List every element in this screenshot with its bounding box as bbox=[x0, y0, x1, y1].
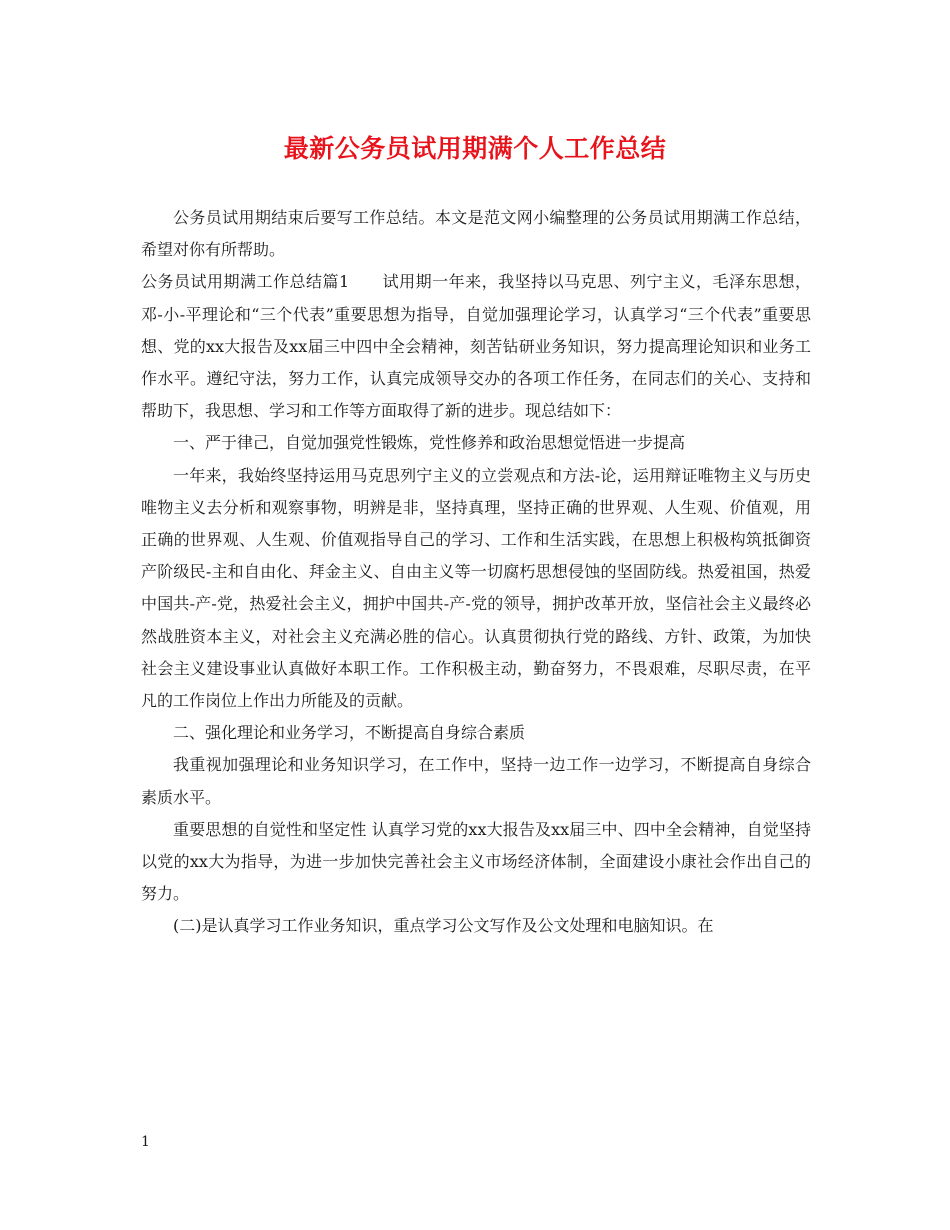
page-number: 1 bbox=[141, 1134, 150, 1150]
document-title: 最新公务员试用期满个人工作总结 bbox=[283, 134, 667, 163]
paragraph-intro: 公务员试用期结束后要写工作总结。本文是范文网小编整理的公务员试用期满工作总结，希望对你有所帮助。 bbox=[141, 208, 811, 260]
paragraph-opening: 公务员试用期满工作总结篇1 试用期一年来，我坚持以马克思、列宁主义，毛泽东思想，邓-小-平理论和“三个代表”重要思想为指导，自觉加强理论学习，认真学习“三个代表”重要思想、党的xx大报告及xx届三中四中全会精神，刻苦钻研业务知识，努力提高理论知识和业务工作水平。遵纪守法，努力工作，认真完成领导交办的各项工作任务，在同志们的关心、支持和帮助下，我思想、学习和工作等方面取得了新的进步。现总结如下： bbox=[141, 272, 811, 421]
section-heading-1: 一、严于律己，自觉加强党性锻炼，党性修养和政治思想觉悟进一步提高 bbox=[173, 433, 686, 453]
section-heading-2: 二、强化理论和业务学习，不断提高自身综合素质 bbox=[173, 723, 526, 743]
paragraph-theory-study: 重要思想的自觉性和坚定性 认真学习党的xx大报告及xx届三中、四中全会精神，自觉坚持以党的xx大为指导，为进一步加快完善社会主义市场经济体制，全面建设小康社会作出自己的努力。 bbox=[141, 819, 811, 904]
paragraph-section-1: 一年来，我始终坚持运用马克思列宁主义的立尝观点和方法-论，运用辩证唯物主义与历史唯物主义去分析和观察事物，明辨是非，坚持真理，坚持正确的世界观、人生观、价值观，用正确的世界观、人生观、价值观指导自己的学习、工作和生活实践，在思想上积极构筑抵御资产阶级民-主和自由化、拜金主义、自由主义等一切腐朽思想侵蚀的坚固防线。热爱祖国，热爱中国共-产-党，热爱社会主义，拥护中国共-产-党的领导，拥护改革开放，坚信社会主义最终必然战胜资本主义，对社会主义充满必胜的信心。认真贯彻执行党的路线、方针、政策，为加快社会主义建设事业认真做好本职工作。工作积极主动，勤奋努力，不畏艰难，尽职尽责，在平凡的工作岗位上作出力所能及的贡献。 bbox=[141, 465, 811, 711]
document-body bbox=[141, 202, 811, 943]
paragraph-business-study: (二)是认真学习工作业务知识，重点学习公文写作及公文处理和电脑知识。在 bbox=[173, 916, 714, 936]
paragraph-section-2: 我重视加强理论和业务知识学习，在工作中，坚持一边工作一边学习，不断提高自身综合素质水平。 bbox=[141, 755, 811, 807]
